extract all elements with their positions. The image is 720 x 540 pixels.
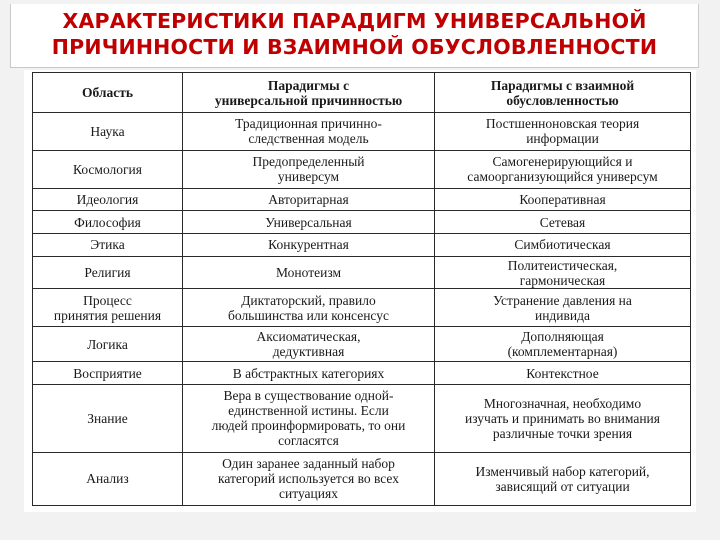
header-mutual-conditionality: Парадигмы с взаимной обусловленностью [435,73,691,113]
cell-universal: Авторитарная [183,188,435,211]
cell-universal: Один заранее заданный набор категорий используется во всех ситуациях [183,452,435,505]
cell-universal: Монотеизм [183,256,435,289]
table-row [33,211,691,234]
cell-mutual: Контекстное [435,362,691,385]
table-row [33,452,691,505]
cell-area: Религия [33,256,183,289]
table-row [33,150,691,188]
cell-mutual: Кооперативная [435,188,691,211]
table-row [33,327,691,362]
table-row [33,289,691,327]
cell-mutual: Политеистическая, гармоническая [435,256,691,289]
cell-area: Наука [33,113,183,151]
cell-area: Логика [33,327,183,362]
cell-area: Анализ [33,452,183,505]
cell-area: Идеология [33,188,183,211]
table-row [33,188,691,211]
table-header-row [33,73,691,113]
cell-universal: Вера в существование одной- единственной истины. Если людей проинформировать, то они согласятся [183,384,435,452]
cell-area: Знание [33,384,183,452]
cell-universal: Диктаторский, правило большинства или консенсус [183,289,435,327]
cell-mutual: Постшенноновская теория информации [435,113,691,151]
cell-area: Восприятие [33,362,183,385]
cell-universal: В абстрактных категориях [183,362,435,385]
cell-universal: Традиционная причинно- следственная модель [183,113,435,151]
cell-area: Процесс принятия решения [33,289,183,327]
cell-mutual: Сетевая [435,211,691,234]
cell-mutual: Изменчивый набор категорий, зависящий от ситуации [435,452,691,505]
cell-mutual: Самогенерирующийся и самоорганизующийся универсум [435,150,691,188]
slide-title [11,8,698,60]
cell-universal: Универсальная [183,211,435,234]
cell-mutual: Устранение давления на индивида [435,289,691,327]
header-universal-causality: Парадигмы с универсальной причинностью [183,73,435,113]
cell-mutual: Симбиотическая [435,234,691,257]
cell-mutual: Дополняющая (комплементарная) [435,327,691,362]
cell-universal: Предопределенный универсум [183,150,435,188]
table-row [33,234,691,257]
slide-title-line-1: ХАРАКТЕРИСТИКИ ПАРАДИГМ УНИВЕРСАЛЬНОЙ [62,9,647,33]
table-row [33,384,691,452]
slide-title-line-2: ПРИЧИННОСТИ И ВЗАИМНОЙ ОБУСЛОВЛЕННОСТИ [51,35,658,59]
cell-area: Космология [33,150,183,188]
cell-mutual: Многозначная, необходимо изучать и принимать во внимания различные точки зрения [435,384,691,452]
table-container [24,70,696,512]
cell-area: Этика [33,234,183,257]
table-row [33,113,691,151]
cell-area: Философия [33,211,183,234]
cell-universal: Конкурентная [183,234,435,257]
table-row [33,362,691,385]
header-area: Область [33,73,183,113]
paradigms-table [32,72,691,506]
slide-title-bar [10,4,699,68]
table-row [33,256,691,289]
cell-universal: Аксиоматическая, дедуктивная [183,327,435,362]
